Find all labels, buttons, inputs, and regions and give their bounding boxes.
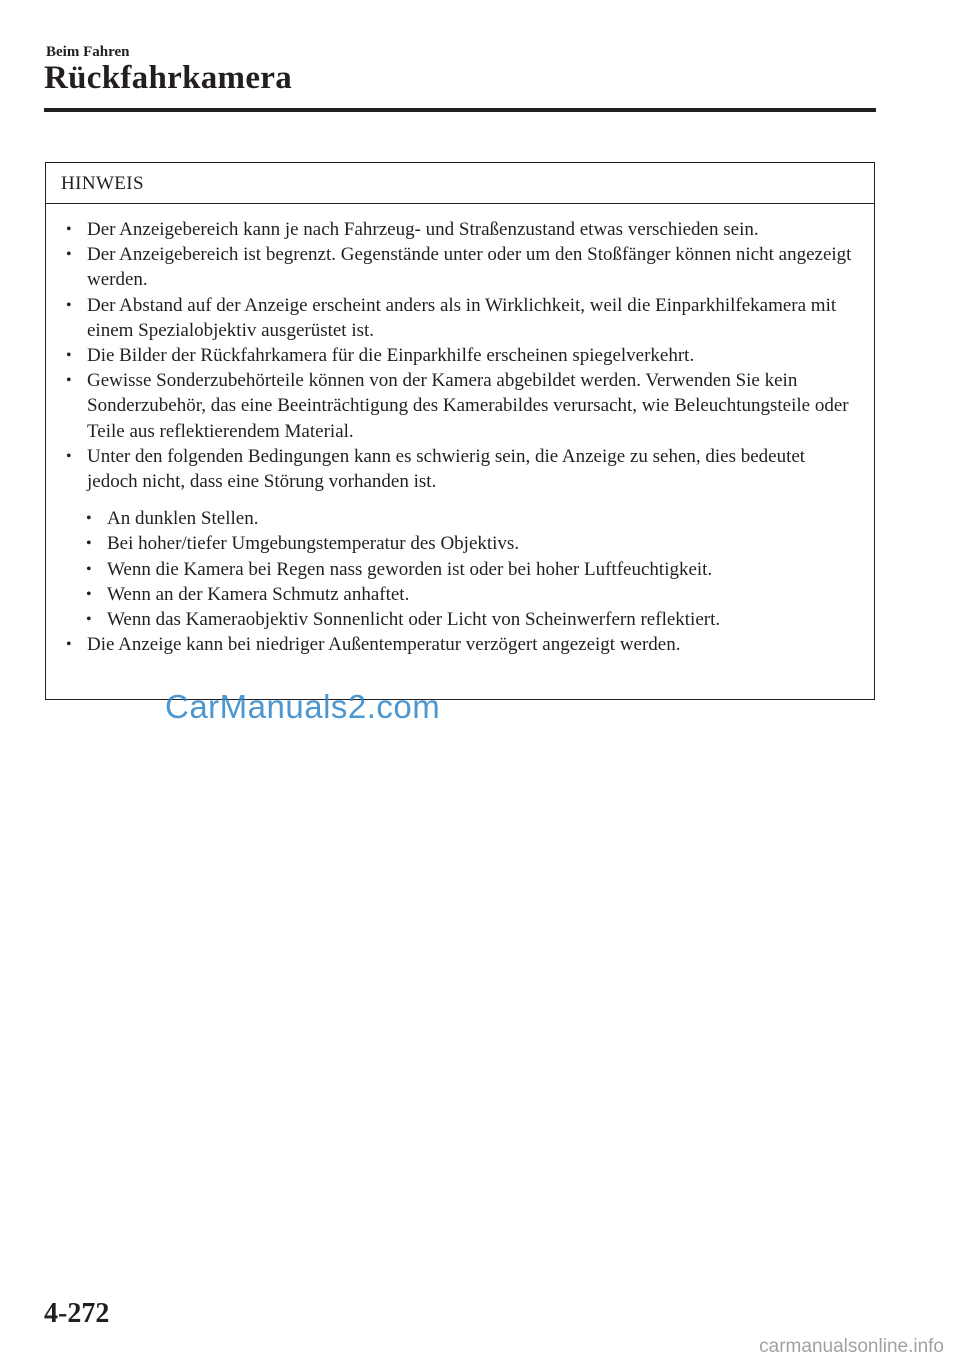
list-item-text: Der Anzeigebereich kann je nach Fahrzeug- und Straßenzustand etwas verschieden sein. [87,219,759,240]
list-item-text: Die Bilder der Rückfahrkamera für die Einparkhilfe erscheinen spiegelverkehrt. [87,345,695,367]
bullet-icon: • [86,535,92,553]
site-watermark: carmanualsonline.info [759,1336,944,1357]
title-divider [44,108,876,112]
sub-list-item-text: Wenn das Kameraobjektiv Sonnenlicht oder Licht von Scheinwerfern reflektiert. [107,609,721,631]
list-item [66,368,856,444]
list-item [66,632,856,657]
sub-list-item-text: An dunklen Stellen. [107,508,259,530]
section-label: Beim Fahren [46,44,130,60]
bullet-icon: • [66,221,72,238]
note-heading: HINWEIS [46,163,874,204]
note-box [45,162,875,700]
list-item-text: Gewisse Sonderzubehörteile können von der Kamera abgebildet werden. Verwenden Sie kein Sonderzubehör, das eine Beeinträchtigung des Kamerabildes verursacht, wie Beleuchtungsteile oder Teile aus reflektierendem Material. [87,370,849,442]
list-item-text: Der Anzeigebereich ist begrenzt. Gegenstände unter oder um den Stoßfänger können nicht angezeigt werden. [87,244,852,291]
sub-list-item [86,557,856,582]
list-item [66,293,856,343]
list-item-text: Die Anzeige kann bei niedriger Außentemperatur verzögert angezeigt werden. [87,634,681,656]
sub-list-item [86,531,856,556]
list-item [66,343,856,368]
list-item [66,217,856,242]
bullet-icon: • [66,372,72,390]
list-item [66,242,856,292]
bullet-icon: • [66,347,72,365]
sub-list-item-text: Bei hoher/tiefer Umgebungstemperatur des Objektivs. [107,533,520,555]
bullet-icon: • [86,560,92,578]
bullet-icon: • [66,447,72,465]
note-body [46,204,874,657]
bullet-icon: • [86,611,92,629]
bullet-icon: • [66,246,72,264]
bullet-icon: • [86,585,92,603]
list-item-text: Der Abstand auf der Anzeige erscheint anders als in Wirklichkeit, weil die Einparkhilfekamera mit einem Spezialobjektiv ausgerüstet ist. [87,294,837,341]
sub-list-item-text: Wenn an der Kamera Schmutz anhaftet. [107,583,410,605]
sub-list-item [86,582,856,607]
sub-list-item [86,607,856,632]
page-number: 4-272 [44,1298,110,1329]
carmanuals-watermark: CarManuals2.com [165,688,441,725]
bullet-icon: • [86,510,92,528]
sub-list-item-text: Wenn die Kamera bei Regen nass geworden ist oder bei hoher Luftfeuchtigkeit. [107,558,713,580]
page-title: Rückfahrkamera [44,60,293,96]
bullet-icon: • [66,296,72,314]
list-item [66,444,856,494]
list-item-text: Unter den folgenden Bedingungen kann es schwierig sein, die Anzeige zu sehen, dies bedeutet jedoch nicht, dass eine Störung vorhanden ist. [87,445,806,493]
sub-list [66,506,856,632]
bullet-icon: • [66,636,72,654]
sub-list-item [86,506,856,531]
